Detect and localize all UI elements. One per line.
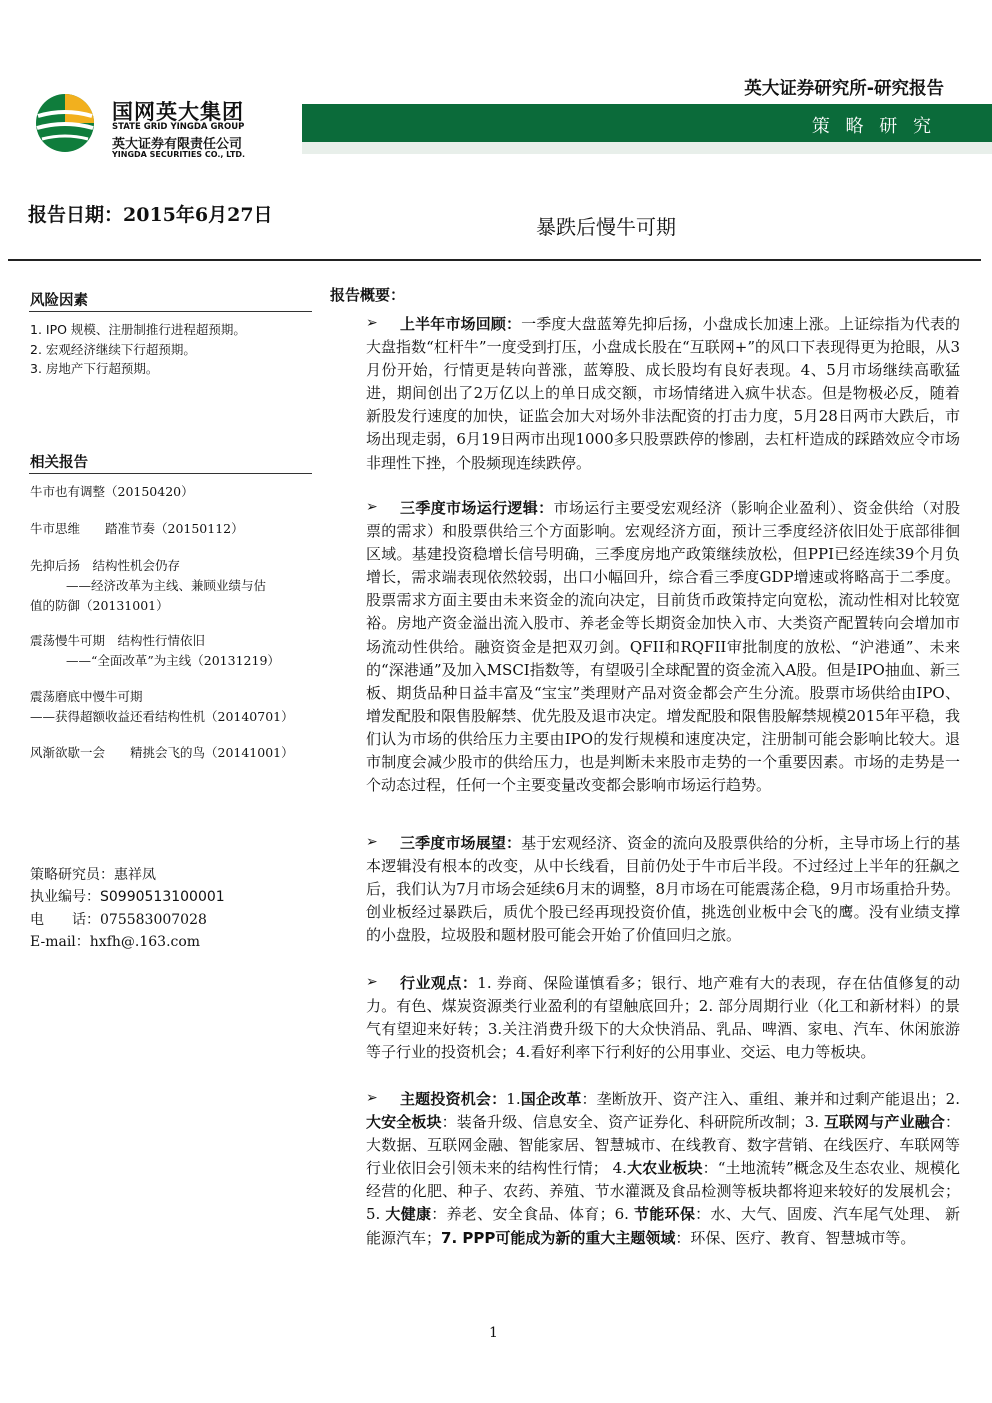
related-report[interactable]: 震荡磨底中慢牛可期 [30, 689, 143, 704]
risk-heading: 风险因素 [30, 293, 88, 309]
analyst-email[interactable]: E-mail：hxfh@.163.com [30, 934, 201, 950]
analyst-name: 策略研究员：惠祥凤 [30, 867, 156, 883]
risk-divider [29, 311, 312, 312]
bullet-arrow-icon: ➢ [366, 499, 378, 515]
subsidiary-name-cn: 英大证券有限责任公司 [112, 137, 243, 152]
bullet-arrow-icon: ➢ [366, 834, 378, 850]
analyst-license: 执业编号：S0990513100001 [30, 889, 225, 905]
analyst-phone: 电 话：075583007028 [30, 912, 207, 928]
related-report-subtitle: ——获得超额收益还看结构性机（20140701） [30, 709, 294, 724]
report-title: 暴跌后慢牛可期 [536, 215, 676, 239]
related-report[interactable]: 牛市也有调整（20150420） [30, 484, 194, 499]
risk-item: 3. 房地产下行超预期。 [30, 361, 159, 376]
risk-item: 2. 宏观经济继续下行超预期。 [30, 342, 196, 357]
summary-paragraph-outlook: 三季度市场展望：基于宏观经济、资金的流向及股票供给的分析，主导市场上行的基本逻辑没有根本的改变，从中长线看，目前仍处于牛市后半段。不过经过上半年的狂飙之后，我们认为7月市场会延续6月末的调整，8月市场在可能震荡企稳，9月市场重拾升势。创业板经过暴跌后，质优个股已经再现投资价值，挑选创业板中会飞的鹰。没有业绩支撑的小盘股，垃圾股和题材股可能会开始了价值回归之旅。 [366, 834, 960, 945]
report-category: 策 略 研 究 [811, 116, 936, 137]
bullet-arrow-icon: ➢ [366, 974, 378, 990]
related-report[interactable]: 先抑后扬 结构性机会仍存 [30, 558, 181, 573]
report-date: 报告日期：2015年6月27日 [28, 204, 273, 226]
bullet-arrow-icon: ➢ [366, 1090, 378, 1106]
related-report[interactable]: 风渐欲歇一会 精挑会飞的鸟（20141001） [30, 745, 294, 760]
related-report-subtitle: ——经济改革为主线、兼顾业绩与估 [66, 578, 267, 593]
company-logo [34, 92, 100, 154]
related-report[interactable]: 震荡慢牛可期 结构性行情依旧 [30, 633, 206, 648]
risk-item: 1. IPO 规模、注册制推行进程超预期。 [30, 322, 246, 337]
related-report-subtitle: ——“全面改革”为主线（20131219） [66, 653, 280, 668]
related-report[interactable]: 牛市思维 踏准节奏（20150112） [30, 521, 244, 536]
bullet-arrow-icon: ➢ [366, 315, 378, 331]
summary-paragraph-themes: 主题投资机会：1.国企改革：垄断放开、资产注入、重组、兼并和过剩产能退出；2.大安全板块：装备升级、信息安全、资产证券化、科研院所改制；3. 互联网与产业融合：大数据、互联网金融、智能家居、智慧城市、在线教育、数字营销、在线医疗、车联网等行业依旧会引领未来的结构性行情； 4.大农业板块：“土地流转”概念及生态农业、规模化经营的化肥、种子、农药、养殖、节水灌溉及食品检测等板块都将迎来较好的发展机会；5. 大健康：养老、安全食品、体育；6. 节能环保：水、大气、固废、汽车尾气处理、 新能源汽车；7. PPP可能成为新的重大主题领域：环保、医疗、教育、智慧城市等。 [366, 1090, 960, 1247]
title-divider [8, 259, 981, 261]
header-band-shadow [302, 142, 992, 154]
related-divider [29, 473, 312, 474]
summary-paragraph-logic: 三季度市场运行逻辑：市场运行主要受宏观经济（影响企业盈利）、资金供给（对股票的需求）和股票供给三个方面影响。宏观经济方面，预计三季度经济依旧处于底部徘徊区域。基建投资稳增长信号明确，三季度房地产政策继续放松，但PPI已经连续39个月负增长，需求端表现依然较弱，出口小幅回升，综合看三季度GDP增速或将略高于二季度。股票需求方面主要由未来资金的流向决定，目前货币政策持定向宽松，流动性相对比较宽裕。房地产资金溢出流入股市、养老金等长期资金加快入市、大类资产配置转向会增加市场流动性供给。融资资金是把双刃剑。QFII和RQFII审批制度的放松、“沪港通”、未来的“深港通”及加入MSCI指数等，有望吸引全球配置的资金流入A股。但是IPO抽血、新三板、期货品种日益丰富及“宝宝”类理财产品对资金都会产生分流。股票市场供给由IPO、增发配股和限售股解禁、优先股及退市决定。增发配股和限售股解禁规模2015年平稳，我们认为市场的供给压力主要由IPO的发行规模和速度决定，注册制可能会影响比较大。退市制度会减少股市的供给压力，也是判断未来股市走势的一个重要因素。市场的走势是一个动态过程，任何一个主要变量改变都会影响市场运行趋势。 [366, 499, 960, 795]
subsidiary-name-en: YINGDA SECURITIES CO., LTD. [112, 150, 246, 159]
report-source: 英大证券研究所-研究报告 [744, 79, 944, 99]
summary-heading: 报告概要： [330, 286, 406, 304]
summary-paragraph-review: 上半年市场回顾：一季度大盘蓝筹先抑后扬，小盘成长加速上涨。上证综指为代表的大盘指数“杠杆牛”一度受到打压，小盘成长股在“互联网+”的风口下表现得更为抢眼，从3月份开始，行情更是转向普涨，蓝筹股、成长股均有良好表现。4、5月市场继续高歌猛进，期间创出了2万亿以上的单日成交额，市场情绪进入疯牛状态。但是物极必反，随着新股发行速度的加快，证监会加大对场外非法配资的打击力度，5月28日两市大跌后，市场出现走弱，6月19日两市出现1000多只股票跌停的惨剧，去杠杆造成的踩踏效应令市场非理性下挫，个股频现连续跌停。 [366, 315, 960, 472]
related-report-subtitle: 值的防御（20131001） [30, 598, 169, 613]
related-heading: 相关报告 [30, 455, 88, 471]
page-number: 1 [489, 1325, 498, 1341]
summary-paragraph-industry: 行业观点：1. 券商、保险谨慎看多；银行、地产难有大的表现，存在估值修复的动力。有色、煤炭资源类行业盈利的有望触底回升；2. 部分周期行业（化工和新材料）的景气有望迎来好转；3.关注消费升级下的大众快消品、乳品、啤酒、家电、汽车、休闲旅游等子行业的投资机会；4.看好利率下行利好的公用事业、交运、电力等板块。 [366, 974, 960, 1062]
company-name-en: STATE GRID YINGDA GROUP [112, 122, 245, 132]
company-name-cn: 国网英大集团 [112, 100, 244, 124]
